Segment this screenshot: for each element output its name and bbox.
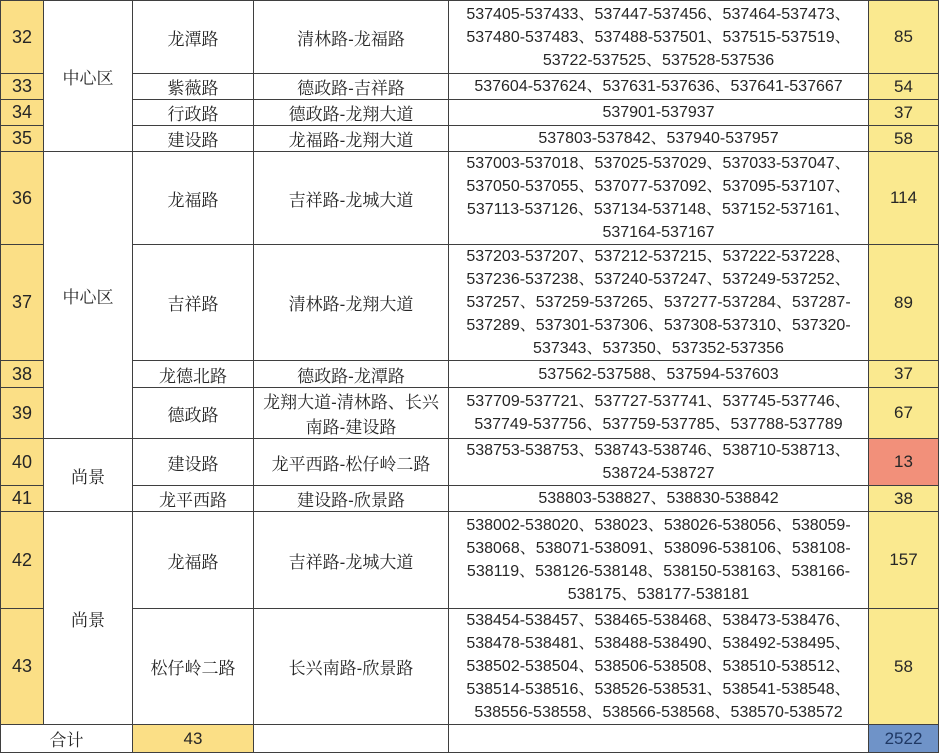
segment-cell: 龙福路-龙翔大道 [254, 126, 449, 152]
row-number-cell: 37 [1, 245, 44, 361]
segment-cell: 德政路-龙潭路 [254, 361, 449, 388]
count-cell: 85 [869, 1, 939, 74]
table-row [1, 439, 939, 486]
segment-cell: 吉祥路-龙城大道 [254, 512, 449, 609]
table-row [1, 486, 939, 512]
table-row [1, 512, 939, 609]
count-cell: 38 [869, 486, 939, 512]
ranges-cell: 538002-538020、538023、538026-538056、538059-538068、538071-538091、538096-538106、538108-538119、538126-538148、538150-538163、538166-538175、538177-538181 [449, 512, 869, 609]
count-cell: 89 [869, 245, 939, 361]
ranges-cell: 537901-537937 [449, 100, 869, 126]
ranges-cell: 538454-538457、538465-538468、538473-538476、538478-538481、538488-538490、538492-538495、538502-538504、538506-538508、538510-538512、538514-538516、538526-538531、538541-538548、538556-538558、538566-538568、538570-538572 [449, 609, 869, 725]
segment-cell: 建设路-欣景路 [254, 486, 449, 512]
district-cell: 尚景 [44, 439, 133, 512]
road-cell: 龙福路 [133, 512, 254, 609]
table-row [1, 1, 939, 74]
ranges-cell: 537803-537842、537940-537957 [449, 126, 869, 152]
row-number-cell: 35 [1, 126, 44, 152]
segment-cell: 德政路-龙翔大道 [254, 100, 449, 126]
road-cell: 建设路 [133, 439, 254, 486]
count-cell: 58 [869, 126, 939, 152]
row-number-cell: 32 [1, 1, 44, 74]
segment-cell: 龙翔大道-清林路、长兴南路-建设路 [254, 388, 449, 439]
row-number-cell: 39 [1, 388, 44, 439]
ranges-cell: 537203-537207、537212-537215、537222-537228、537236-537238、537240-537247、537249-537252、537257、537259-537265、537277-537284、537287-537289、537301-537306、537308-537310、537320-537343、537350、537352-537356 [449, 245, 869, 361]
segment-cell: 德政路-吉祥路 [254, 74, 449, 100]
road-cell: 龙福路 [133, 152, 254, 245]
table-row [1, 245, 939, 361]
district-cell: 尚景 [44, 512, 133, 725]
count-cell-highlight: 13 [869, 439, 939, 486]
road-cell: 建设路 [133, 126, 254, 152]
row-number-cell: 33 [1, 74, 44, 100]
table-row [1, 100, 939, 126]
table-row [1, 609, 939, 725]
table-row [1, 74, 939, 100]
segment-cell: 清林路-龙福路 [254, 1, 449, 74]
road-cell: 龙德北路 [133, 361, 254, 388]
total-roads-cell: 43 [133, 725, 254, 753]
row-number-cell: 38 [1, 361, 44, 388]
road-cell: 行政路 [133, 100, 254, 126]
count-cell: 54 [869, 74, 939, 100]
count-cell: 58 [869, 609, 939, 725]
segment-cell: 长兴南路-欣景路 [254, 609, 449, 725]
grand-total-cell: 2522 [869, 725, 939, 753]
row-number-cell: 42 [1, 512, 44, 609]
road-cell: 吉祥路 [133, 245, 254, 361]
road-cell: 龙平西路 [133, 486, 254, 512]
district-cell: 中心区 [44, 152, 133, 439]
segment-cell: 龙平西路-松仔岭二路 [254, 439, 449, 486]
count-cell: 157 [869, 512, 939, 609]
road-cell: 德政路 [133, 388, 254, 439]
segment-cell: 吉祥路-龙城大道 [254, 152, 449, 245]
road-cell: 松仔岭二路 [133, 609, 254, 725]
row-number-cell: 40 [1, 439, 44, 486]
district-cell: 中心区 [44, 1, 133, 152]
empty-cell [254, 725, 449, 753]
table-row [1, 361, 939, 388]
ranges-cell: 537003-537018、537025-537029、537033-537047、537050-537055、537077-537092、537095-537107、537113-537126、537134-537148、537152-537161、537164-537167 [449, 152, 869, 245]
count-cell: 114 [869, 152, 939, 245]
row-number-cell: 34 [1, 100, 44, 126]
count-cell: 37 [869, 361, 939, 388]
road-cell: 龙潭路 [133, 1, 254, 74]
count-cell: 37 [869, 100, 939, 126]
table-row [1, 388, 939, 439]
ranges-cell: 538803-538827、538830-538842 [449, 486, 869, 512]
road-cell: 紫薇路 [133, 74, 254, 100]
table-row [1, 152, 939, 245]
ranges-cell: 537709-537721、537727-537741、537745-537746、537749-537756、537759-537785、537788-537789 [449, 388, 869, 439]
row-number-cell: 43 [1, 609, 44, 725]
ranges-cell: 537405-537433、537447-537456、537464-537473、537480-537483、537488-537501、537515-537519、53722-537525、537528-537536 [449, 1, 869, 74]
total-label-cell: 合计 [1, 725, 133, 753]
ranges-cell: 537604-537624、537631-537636、537641-537667 [449, 74, 869, 100]
row-number-cell: 41 [1, 486, 44, 512]
ranges-cell: 538753-538753、538743-538746、538710-538713、538724-538727 [449, 439, 869, 486]
segment-cell: 清林路-龙翔大道 [254, 245, 449, 361]
count-cell: 67 [869, 388, 939, 439]
table-row [1, 126, 939, 152]
total-row [1, 725, 939, 753]
ranges-cell: 537562-537588、537594-537603 [449, 361, 869, 388]
empty-cell [449, 725, 869, 753]
row-number-cell: 36 [1, 152, 44, 245]
